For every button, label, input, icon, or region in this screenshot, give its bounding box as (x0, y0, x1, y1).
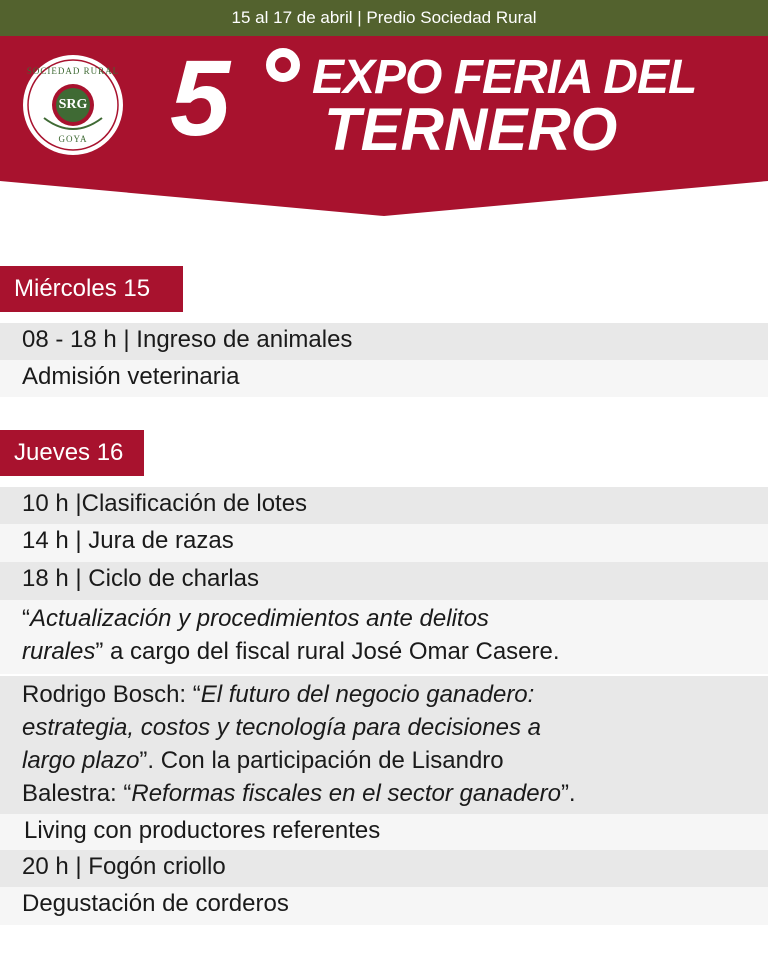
schedule-item (0, 524, 768, 562)
sociedad-rural-logo (22, 54, 124, 156)
quote-mark: ” (95, 638, 104, 665)
quote-mark: “ (22, 605, 30, 632)
talk-title: Reformas fiscales en el sector ganadero (131, 780, 561, 807)
schedule-item (0, 814, 768, 850)
logo-top-text: SOCIEDAD RURAL (26, 66, 120, 76)
schedule-item-text: Degustación de corderos (22, 890, 289, 917)
talk-description (0, 676, 768, 814)
talk-speaker: ”. Con la participación de Lisandro (139, 747, 504, 774)
date-venue-bar (0, 0, 768, 36)
talk-title: estrategia, costos y tecnología para decisiones a (22, 714, 541, 741)
talk-speaker: Rodrigo Bosch: “ (22, 681, 201, 708)
day-header-wednesday (0, 266, 183, 312)
schedule-item-text: Living con productores referentes (24, 817, 381, 844)
schedule-item (0, 887, 768, 925)
talk-speaker: Balestra: “ (22, 780, 132, 807)
talk-title: largo plazo (22, 747, 140, 774)
talk-title: El futuro del negocio ganadero: (200, 681, 535, 708)
degree-symbol (266, 48, 300, 82)
schedule-item-text: 14 h | Jura de razas (22, 527, 234, 554)
schedule-item-text: 18 h | Ciclo de charlas (22, 565, 260, 592)
day-label: Miércoles 15 (14, 275, 151, 302)
schedule-item (0, 323, 768, 360)
title-line-1: EXPO FERIA DEL (312, 51, 697, 104)
title-line-2: TERNERO (324, 96, 618, 163)
logo-bottom-text: GOYA (58, 134, 88, 144)
quote-mark: ”. (560, 780, 576, 807)
talk-speaker: a cargo del fiscal rural José Omar Casere. (103, 638, 560, 665)
talk-title: Actualización y procedimientos ante delitos (30, 605, 489, 632)
edition-number: 5 (170, 37, 227, 158)
schedule-item (0, 487, 768, 524)
talk-title: rurales (22, 638, 96, 665)
day-label: Jueves 16 (14, 439, 124, 466)
schedule-item-text: 08 - 18 h | Ingreso de animales (22, 326, 353, 353)
logo-center-text: SRG (58, 97, 88, 112)
talk-description (0, 600, 768, 674)
day-header-thursday (0, 430, 144, 476)
schedule-item (0, 360, 768, 397)
date-venue-text: 15 al 17 de abril | Predio Sociedad Rural (231, 8, 537, 27)
schedule-item (0, 850, 768, 887)
schedule-item (0, 562, 768, 600)
schedule-item-text: 20 h | Fogón criollo (22, 853, 226, 880)
schedule-item-text: Admisión veterinaria (22, 363, 240, 390)
schedule-item-text: 10 h |Clasificación de lotes (22, 490, 308, 517)
